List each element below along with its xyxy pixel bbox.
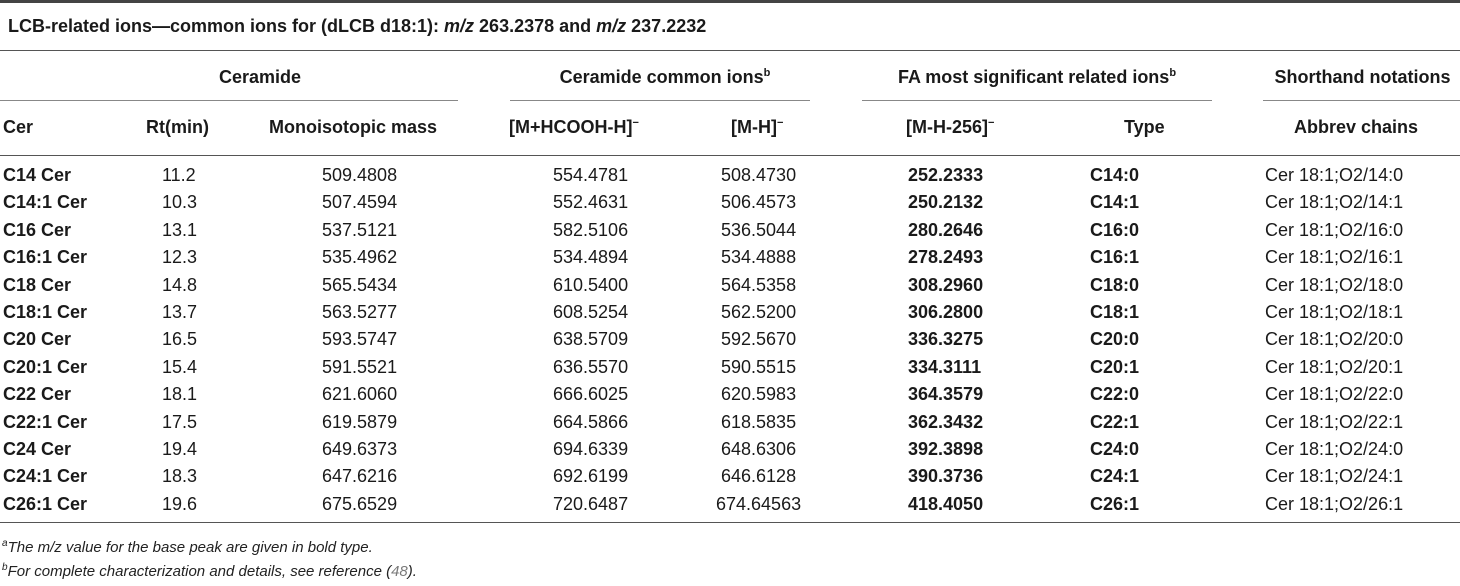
group-common-ions: Ceramide common ions$^b$ (559, 67, 771, 87)
footnote-b: $^b$For complete characterization and details, see reference (48). (2, 562, 417, 580)
colhead-type: Type (1124, 117, 1165, 137)
cell-hcooh: 608.5254 (553, 301, 629, 322)
cell-rt: 11.2 (162, 165, 196, 185)
table-title: LCB-related ions—common ions for (dLCB d18:1): m/z 263.2378 and m/z 237.2232 (8, 16, 707, 36)
cell-hcooh: 534.4894 (553, 247, 629, 268)
cell-mh: 562.5200 (721, 301, 797, 322)
cell-cer: C16 Cer (3, 219, 72, 240)
cell-abbrev: Cer 18:1;O2/26:1 (1265, 493, 1404, 514)
cell-abbrev: Cer 18:1;O2/24:0 (1265, 438, 1404, 459)
cell-mono: 563.5277 (322, 301, 398, 322)
cell-cer: C22:1 Cer (3, 411, 88, 432)
cell-mh: 506.4573 (721, 192, 797, 213)
cell-hcooh: 610.5400 (553, 274, 629, 295)
cell-cer: C26:1 Cer (3, 493, 88, 514)
table-row (0, 327, 1460, 354)
group-line-common (510, 100, 810, 101)
cell-m256: 334.3111 (908, 356, 982, 377)
cell-mono: 565.5434 (322, 274, 398, 295)
cell-hcooh: 694.6339 (553, 438, 629, 459)
cell-type: C26:1 (1090, 493, 1140, 514)
cell-cer: C18 Cer (3, 274, 72, 295)
reference-link[interactable]: 48 (391, 563, 408, 580)
colhead-mono: Monoisotopic mass (269, 117, 438, 137)
cell-mh: 564.5358 (721, 274, 797, 295)
bottom-rule (0, 522, 1460, 523)
cell-m256: 252.2333 (908, 165, 984, 185)
cell-hcooh: 636.5570 (553, 356, 629, 377)
table-row (0, 218, 1460, 245)
cell-mh: 590.5515 (721, 356, 797, 377)
table-row (0, 163, 1460, 190)
cell-mh: 536.5044 (721, 219, 797, 240)
cell-m256: 278.2493 (908, 247, 984, 268)
cell-m256: 280.2646 (908, 219, 984, 240)
cell-type: C24:0 (1090, 438, 1140, 459)
cell-m256: 306.2800 (908, 301, 984, 322)
cell-type: C18:0 (1090, 274, 1140, 295)
cell-cer: C22 Cer (3, 384, 72, 405)
cell-mh: 508.4730 (721, 165, 797, 185)
cell-abbrev: Cer 18:1;O2/18:1 (1265, 301, 1404, 322)
table-row (0, 464, 1460, 491)
cell-m256: 362.3432 (908, 411, 984, 432)
cell-abbrev: Cer 18:1;O2/16:0 (1265, 219, 1404, 240)
table-row (0, 492, 1460, 519)
colhead-hcooh: [M+HCOOH-H]− (509, 117, 639, 137)
cell-m256: 392.3898 (908, 438, 984, 459)
cell-mono: 535.4962 (322, 247, 398, 268)
cell-mono: 537.5121 (322, 219, 398, 240)
top-rule (0, 0, 1460, 3)
cell-rt: 13.1 (162, 219, 198, 240)
group-line-shorthand (1263, 100, 1460, 101)
cell-abbrev: Cer 18:1;O2/18:0 (1265, 274, 1404, 295)
cell-abbrev: Cer 18:1;O2/16:1 (1265, 247, 1404, 268)
cell-rt: 19.6 (162, 493, 198, 514)
cell-type: C22:0 (1090, 384, 1140, 405)
table-body (0, 163, 1460, 519)
cell-mono: 593.5747 (322, 329, 398, 350)
cell-mono: 649.6373 (322, 438, 398, 459)
cell-mh: 620.5983 (721, 384, 797, 405)
cell-type: C22:1 (1090, 411, 1140, 432)
cell-m256: 308.2960 (908, 274, 984, 295)
colhead-rt: Rt(min) (146, 117, 209, 137)
cell-hcooh: 666.6025 (553, 384, 629, 405)
cell-hcooh: 692.6199 (553, 466, 629, 487)
cell-abbrev: Cer 18:1;O2/20:1 (1265, 356, 1404, 377)
colhead-m256: [M-H-256]− (906, 117, 995, 137)
table-row (0, 410, 1460, 437)
cell-m256: 250.2132 (908, 192, 984, 213)
cell-cer: C16:1 Cer (3, 247, 88, 268)
cell-abbrev: Cer 18:1;O2/24:1 (1265, 466, 1404, 487)
cell-cer: C14 Cer (3, 165, 72, 185)
table-row (0, 190, 1460, 217)
group-line-fa (862, 100, 1212, 101)
cell-rt: 16.5 (162, 329, 198, 350)
cell-m256: 364.3579 (908, 384, 984, 405)
cell-type: C24:1 (1090, 466, 1140, 487)
cell-abbrev: Cer 18:1;O2/20:0 (1265, 329, 1404, 350)
table-row (0, 273, 1460, 300)
cell-abbrev: Cer 18:1;O2/14:0 (1265, 165, 1404, 185)
cell-mh: 534.4888 (721, 247, 797, 268)
cell-abbrev: Cer 18:1;O2/22:0 (1265, 384, 1404, 405)
cell-cer: C24:1 Cer (3, 466, 88, 487)
group-shorthand: Shorthand notations (1274, 67, 1451, 87)
cell-mh: 674.64563 (716, 493, 802, 514)
cell-hcooh: 554.4781 (553, 165, 629, 185)
cell-mono: 675.6529 (322, 493, 398, 514)
colhead-cer: Cer (3, 117, 34, 137)
cell-mono: 591.5521 (322, 356, 398, 377)
table-row (0, 437, 1460, 464)
cell-mono: 619.5879 (322, 411, 398, 432)
group-fa-ions: FA most significant related ions$^b$ (897, 67, 1177, 87)
cell-rt: 14.8 (162, 274, 198, 295)
cell-mh: 592.5670 (721, 329, 797, 350)
cell-m256: 390.3736 (908, 466, 984, 487)
cell-mono: 647.6216 (322, 466, 398, 487)
group-ceramide: Ceramide (218, 67, 302, 87)
cell-cer: C20 Cer (3, 329, 72, 350)
colhead-mh: [M-H]− (731, 117, 784, 137)
cell-type: C20:1 (1090, 356, 1140, 377)
header-rule (0, 155, 1460, 156)
table-row (0, 300, 1460, 327)
cell-rt: 18.3 (162, 466, 198, 487)
cell-rt: 10.3 (162, 192, 198, 213)
cell-cer: C20:1 Cer (3, 356, 88, 377)
cell-cer: C14:1 Cer (3, 192, 88, 213)
cell-type: C20:0 (1090, 329, 1140, 350)
cell-mh: 648.6306 (721, 438, 797, 459)
cell-type: C14:0 (1090, 165, 1140, 185)
cell-abbrev: Cer 18:1;O2/14:1 (1265, 192, 1404, 213)
cell-type: C14:1 (1090, 192, 1140, 213)
cell-m256: 418.4050 (908, 493, 984, 514)
table-row (0, 245, 1460, 272)
group-line-ceramide (0, 100, 458, 101)
cell-rt: 18.1 (162, 384, 198, 405)
cell-cer: C24 Cer (3, 438, 72, 459)
cell-rt: 17.5 (162, 411, 198, 432)
cell-cer: C18:1 Cer (3, 301, 88, 322)
table-row (0, 355, 1460, 382)
cell-rt: 13.7 (162, 301, 198, 322)
cell-mono: 509.4808 (322, 165, 398, 185)
cell-m256: 336.3275 (908, 329, 984, 350)
cell-abbrev: Cer 18:1;O2/22:1 (1265, 411, 1404, 432)
cell-hcooh: 552.4631 (553, 192, 629, 213)
title-rule (0, 50, 1460, 51)
cell-mh: 646.6128 (721, 466, 797, 487)
cell-mono: 507.4594 (322, 192, 398, 213)
cell-mono: 621.6060 (322, 384, 398, 405)
colhead-abbrev: Abbrev chains (1294, 117, 1419, 137)
footnote-a: $^a$The m/z value for the base peak are given in bold type. (2, 538, 373, 556)
cell-rt: 12.3 (162, 247, 198, 268)
cell-type: C16:1 (1090, 247, 1140, 268)
cell-hcooh: 638.5709 (553, 329, 629, 350)
table-row (0, 382, 1460, 409)
cell-type: C18:1 (1090, 301, 1140, 322)
cell-rt: 15.4 (162, 356, 198, 377)
cell-mh: 618.5835 (721, 411, 797, 432)
cell-type: C16:0 (1090, 219, 1140, 240)
cell-rt: 19.4 (162, 438, 198, 459)
cell-hcooh: 582.5106 (553, 219, 629, 240)
cell-hcooh: 720.6487 (553, 493, 629, 514)
cell-hcooh: 664.5866 (553, 411, 629, 432)
